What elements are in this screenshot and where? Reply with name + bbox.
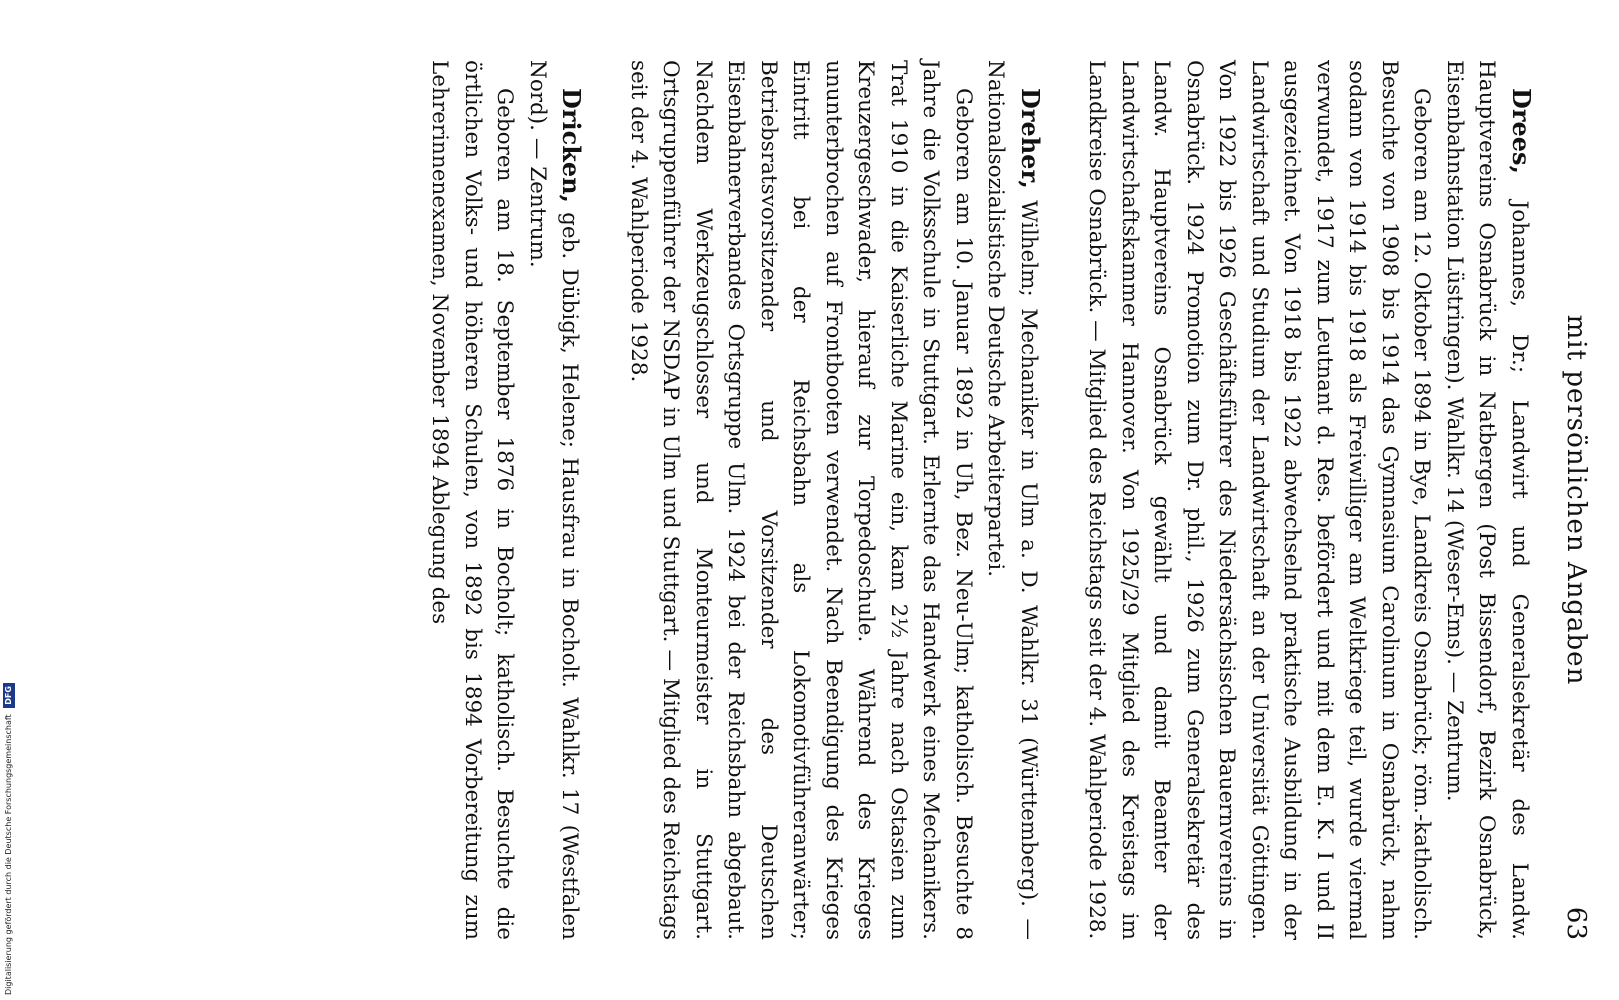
entry-header: geb. Dübigk, Helene; Hausfrau in Bocholt. Wahlkr. 17 (Westfalen Nord). — Zentrum. xyxy=(525,60,583,940)
entry-body: Geboren am 18. September 1876 in Bocholt; katholisch. Besuchte die örtlichen Volks- und höheren Schulen, von 1892 bis 1894 Vorbereitung zum Lehrerinnenexamen, November 1894 Ablegung des xyxy=(427,60,518,940)
entry-body: Geboren am 10. Januar 1892 in Uh, Bez. Neu-Ulm; katholisch. Besuchte 8 Jahre die Volksschule in Stuttgart. Erlernte das Handwerk eines Mechanikers. Trat 1910 in die Kaiserliche Marine ein, kam 2½ Jahre nach Ostasien zum Kreuzergeschwader, hierauf zur Torpedoschule. Während des Krieges ununterbrochen auf Frontbooten verwendet. Nach Beendigung des Krieges Eintritt bei der Reichsbahn als Lokomotivführeranwärter; Betriebsratsvorsitzender und Vorsitzender des Deutschen Eisenbahnerverbandes Ortsgruppe Ulm. 1924 bei der Reichsbahn abgebaut. Nachdem Werkzeugschlosser und Monteurmeister in Stuttgart. Ortsgruppenführer der NSDAP in Ulm und Stuttgart. — Mitglied des Reichstags seit der 4. Wahlperiode 1928. xyxy=(626,60,976,940)
biography-entry xyxy=(1080,60,1537,940)
entry-header-line xyxy=(979,60,1046,940)
running-head-title: mit persönlichen Angaben xyxy=(1561,314,1591,686)
entry-header: Johannes, Dr.; Landwirt und Generalsekretär des Landw. Hauptvereins Osnabrück in Natbergen (Post Bissendorf, Bezirk Osnabrück, Eisenbahnstation Lüstringen). Wahlkr. 14 (Weser-Ems). — Zentrum. xyxy=(1442,60,1532,940)
biography-entry xyxy=(622,60,1047,940)
entry-name: Dreher, xyxy=(1016,88,1045,189)
biography-entry xyxy=(423,60,588,940)
entry-header: Wilhelm; Mechaniker in Ulm a. D. Wahlkr. 31 (Württemberg). — Nationalsozialistische Deutsche Arbeiterpartei. xyxy=(983,60,1041,940)
entry-name: Dricken, xyxy=(557,88,587,203)
dfg-logo: DFG xyxy=(3,683,15,708)
page-number: 63 xyxy=(1561,906,1591,940)
running-head xyxy=(1551,60,1591,940)
entry-header-line xyxy=(521,60,588,940)
entry-name: Drees, xyxy=(1507,88,1536,174)
entry-body: Geboren am 12. Oktober 1894 in Bye, Landkreis Osnabrück; röm.-katholisch. Besuchte von 1908 bis 1914 das Gymnasium Carolinum in Osnabrück, nahm sodann von 1914 bis 1918 als Freiwilliger am Weltkriege teil, wurde viermal verwundet, 1917 zum Leutnant d. Res. befördert und mit dem E. K. I und II ausgezeichnet. Von 1918 bis 1922 abwechselnd praktische Ausbildung in der Landwirtschaft und Studium der Landwirtschaft an der Universität Göttingen. Von 1922 bis 1926 Geschäftsführer des Niedersächsischen Bauernvereins in Osnabrück. 1924 Promotion zum Dr. phil., 1926 zum Generalsekretär des Landw. Hauptvereins Osnabrück gewählt und damit Beamter der Landwirtschaftskammer Hannover. Von 1925/29 Mitglied des Kreistags im Landkreise Osnabrück. — Mitglied des Reichstags seit der 4. Wahlperiode 1928. xyxy=(1084,60,1435,940)
entry-header-line xyxy=(1438,60,1538,940)
digitization-credit-text: Digitalisierung gefördert durch die Deutsche Forschungsgemeinschaft xyxy=(4,714,13,995)
digitization-credit xyxy=(0,585,18,995)
biography-entries xyxy=(389,60,1537,940)
